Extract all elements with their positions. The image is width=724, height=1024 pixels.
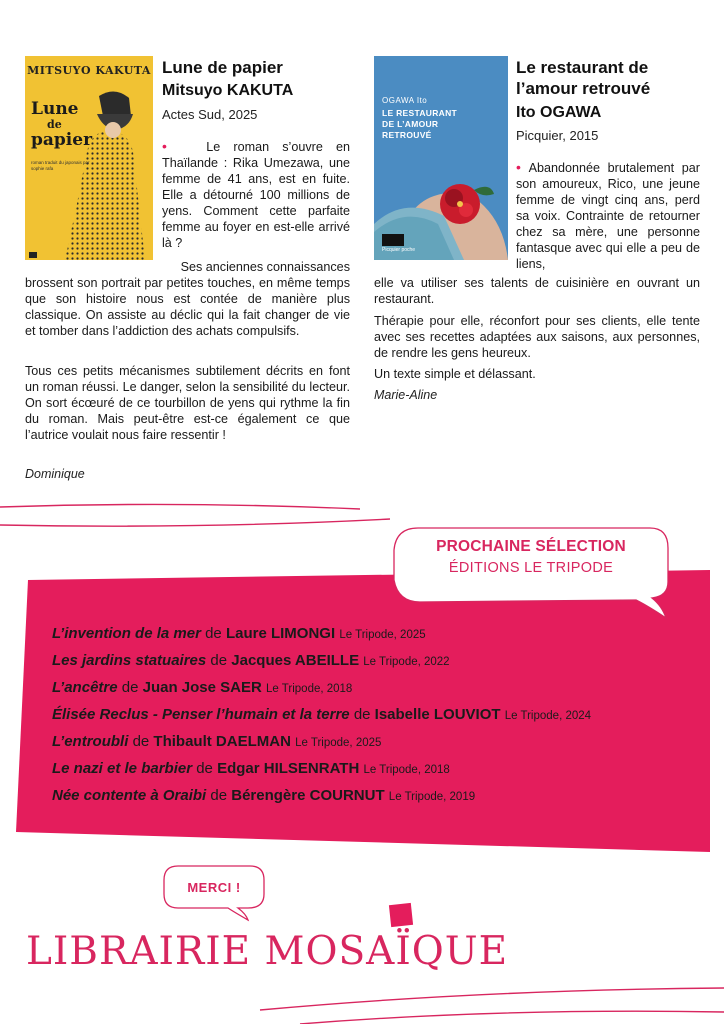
- bookstore-logo: LIBRAIRIE MOSAÏQUE: [26, 929, 509, 974]
- selection-book-item: [52, 705, 591, 726]
- selection-connector: de: [210, 787, 228, 804]
- book-author: Ito OGAWA: [516, 104, 602, 121]
- review-paragraph: elle va utiliser ses talents de cuisinière en ouvrant un restaurant.: [374, 276, 700, 306]
- selection-book-author: Thibault DAELMAN: [153, 733, 291, 750]
- selection-book-publisher: Le Tripode, 2024: [504, 710, 592, 722]
- selection-book-publisher: Le Tripode, 2025: [295, 737, 382, 749]
- review-paragraph: [162, 138, 350, 251]
- review-text: brossent son portrait par petites touches, en même temps que son histoire nous est contée de manière plus classique. On assiste au déclic qui la fait changer de vie et tomber dans l’addiction des achats compulsifs.: [25, 276, 350, 338]
- selection-book-item: [52, 651, 450, 672]
- selection-book-author: Bérengère COURNUT: [231, 787, 385, 804]
- selection-book-item: [52, 732, 381, 753]
- selection-heading: PROCHAINE SÉLECTION: [436, 538, 626, 555]
- selection-book-title: Le nazi et le barbier: [52, 760, 193, 777]
- selection-book-item: [52, 624, 426, 645]
- selection-subheading: ÉDITIONS LE TRIPODE: [448, 560, 614, 576]
- review-text: Abandonnée brutalement par son amoureux, Rico, une jeune femme de vingt cinq ans, perd sa voix. Contrainte de retourner chez sa mère, une personne fantasque avec qui elle a peu de liens,: [516, 161, 700, 271]
- cover-title-line: Lune: [31, 99, 79, 119]
- review-paragraph: Un texte simple et délassant.: [374, 367, 536, 381]
- cover-illustration-icon: [374, 56, 508, 260]
- thanks-text: MERCI !: [187, 880, 241, 895]
- selection-connector: de: [121, 679, 139, 696]
- cover-subtitle: roman traduit du japonais par sophie rafa: [31, 160, 90, 171]
- book-author: Mitsuyo KAKUTA: [162, 82, 294, 99]
- bullet-icon: •: [516, 159, 521, 175]
- selection-book-title: L’entroubli: [52, 733, 129, 750]
- selection-book-publisher: Le Tripode, 2018: [266, 683, 353, 695]
- selection-book-title: L’invention de la mer: [52, 625, 201, 642]
- cover-title: [31, 100, 92, 150]
- selection-book-publisher: Le Tripode, 2022: [363, 656, 450, 668]
- book-cover-restaurant: [374, 56, 508, 260]
- selection-book-title: Née contente à Oraibi: [52, 787, 207, 804]
- selection-book-author: Jacques ABEILLE: [231, 652, 360, 669]
- selection-book-title: L’ancêtre: [52, 679, 118, 696]
- selection-book-author: Isabelle LOUVIOT: [374, 706, 501, 723]
- selection-connector: de: [196, 760, 213, 777]
- reviewer-signature: Marie-Aline: [374, 388, 438, 402]
- review-text: Ses anciennes connaissances: [180, 260, 350, 274]
- cover-title-line: de: [47, 118, 62, 131]
- selection-book-author: Juan Jose SAER: [142, 679, 262, 696]
- review-paragraph: Tous ces petits mécanismes subtilement décrits en font un roman réussi. Le danger, selon la sensibilité du lecteur. On sort écœuré de ce tourbillon de yens qui rythme la fin du roman. Mais peut-être est-ce également ce que l’autrice voulait nous faire ressentir !: [25, 364, 350, 442]
- selection-connector: de: [353, 706, 371, 723]
- book-title: [516, 57, 650, 99]
- book-cover-lune-de-papier: [25, 56, 153, 260]
- bullet-icon: •: [162, 138, 167, 154]
- selection-book-author: Laure LIMONGI: [225, 625, 336, 642]
- cover-author: MITSUYO KAKUTA: [27, 64, 151, 77]
- cover-author: OGAWA Ito: [382, 96, 428, 105]
- cover-illustration-icon: [25, 56, 153, 260]
- review-paragraph: [25, 259, 350, 339]
- decorative-swoosh-icon: [0, 960, 724, 1024]
- book-publisher: Actes Sud, 2025: [162, 107, 258, 122]
- selection-book-title: Élisée Reclus - Penser l’humain et la terre: [52, 706, 350, 723]
- review-paragraph: Thérapie pour elle, réconfort pour ses clients, elle tente avec ses recettes adaptées aux saisons, aux personnes, de rendre les gens heureux.: [374, 314, 700, 360]
- cover-title: LE RESTAURANT DE L’AMOUR RETROUVÉ: [382, 108, 458, 140]
- selection-book-item: [52, 678, 352, 699]
- cover-publisher: Picquier poche: [382, 247, 416, 253]
- selection-book-publisher: Le Tripode, 2018: [363, 764, 450, 776]
- selection-book-publisher: Le Tripode, 2019: [388, 791, 476, 803]
- selection-book-item: [52, 759, 450, 780]
- review-paragraph: [516, 159, 700, 272]
- book-title-line: Le restaurant de: [516, 58, 649, 77]
- selection-connector: de: [205, 625, 222, 642]
- selection-connector: de: [132, 733, 150, 750]
- selection-book-title: Les jardins statuaires: [52, 652, 207, 669]
- reviewer-signature: Dominique: [25, 467, 85, 481]
- selection-book-publisher: Le Tripode, 2025: [339, 629, 426, 641]
- book-publisher: Picquier, 2015: [516, 128, 599, 143]
- cover-title-line: papier: [31, 130, 93, 150]
- selection-book-item: [52, 786, 475, 807]
- selection-connector: de: [210, 652, 228, 669]
- book-title-line: l’amour retrouvé: [516, 79, 651, 98]
- review-text: Le roman s’ouvre en Thaïlande : Rika Umezawa, une femme de 41 ans, est en fuite. Elle a détourné 100 millions de yens. Comment cette parfaite femme au foyer en est-elle arrivé là ?: [162, 140, 350, 250]
- selection-book-author: Edgar HILSENRATH: [217, 760, 360, 777]
- book-title: Lune de papier: [162, 58, 283, 77]
- logo-square-icon: [389, 903, 413, 927]
